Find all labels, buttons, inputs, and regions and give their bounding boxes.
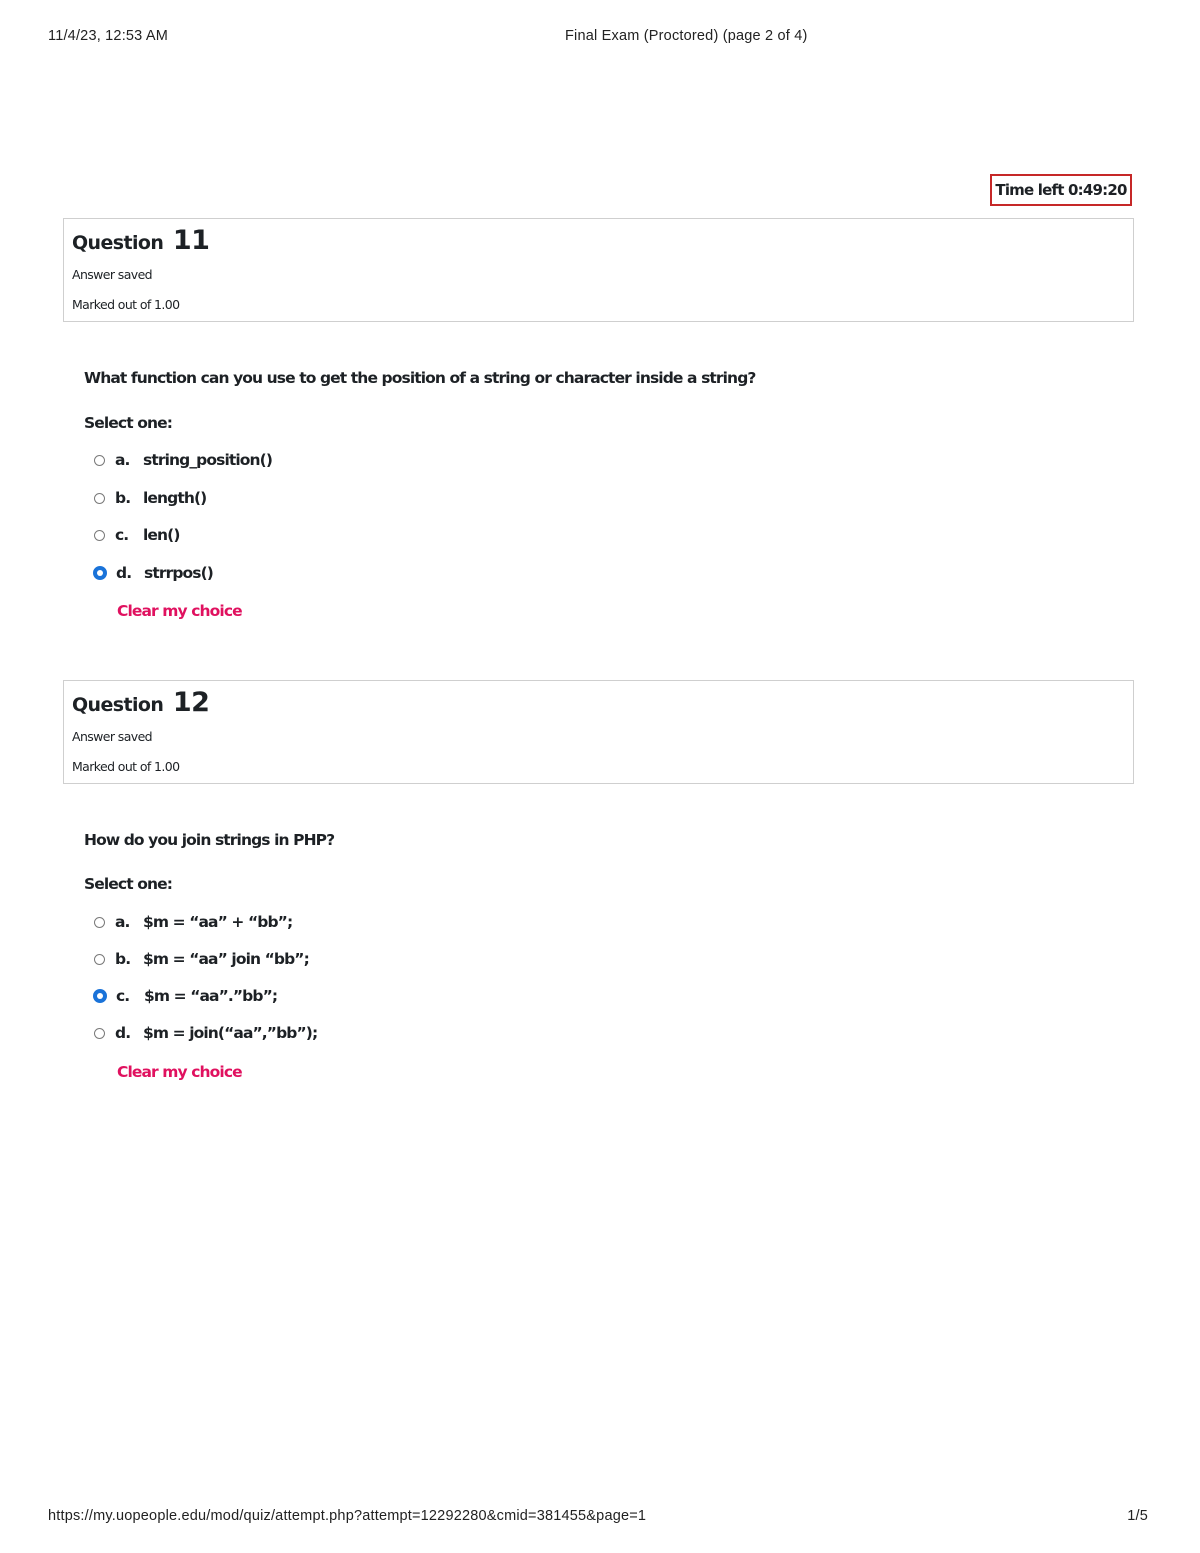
question-number-value: 11	[172, 225, 210, 256]
clear-choice-link[interactable]: Clear my choice	[117, 602, 242, 620]
question-state: Answer saved	[72, 267, 153, 282]
question-info-box	[63, 218, 1134, 322]
answer-option-selected[interactable]	[94, 985, 277, 1007]
question-info-box	[63, 680, 1134, 784]
question-label: Question	[72, 232, 164, 254]
print-page-number: 1/5	[1127, 1508, 1148, 1524]
question-state: Answer saved	[72, 729, 153, 744]
answer-option-selected[interactable]	[94, 562, 213, 584]
question-grade: Marked out of 1.00	[72, 297, 180, 312]
option-text: $m = join(“aa”,”bb”);	[143, 1024, 318, 1042]
option-text: $m = “aa” join “bb”;	[143, 950, 309, 968]
quiz-timer: Time left 0:49:20	[990, 174, 1132, 206]
answer-option[interactable]	[94, 948, 309, 970]
radio-button[interactable]	[94, 1028, 105, 1039]
question-number	[72, 225, 209, 256]
radio-button[interactable]	[94, 917, 105, 928]
answer-option[interactable]	[94, 487, 206, 509]
option-letter: b.	[115, 489, 131, 507]
answer-option[interactable]	[94, 449, 272, 471]
question-number-value: 12	[172, 687, 210, 718]
select-one-prompt: Select one:	[84, 875, 172, 893]
option-text: len()	[143, 526, 180, 544]
option-text: $m = “aa”.”bb”;	[144, 987, 278, 1005]
print-datetime: 11/4/23, 12:53 AM	[48, 28, 169, 44]
answer-option[interactable]	[94, 911, 292, 933]
option-text: $m = “aa” + “bb”;	[143, 913, 293, 931]
question-label: Question	[72, 694, 164, 716]
radio-button[interactable]	[94, 455, 105, 466]
radio-button[interactable]	[94, 954, 105, 965]
question-text: What function can you use to get the position of a string or character inside a string?	[84, 369, 756, 387]
print-title: Final Exam (Proctored) (page 2 of 4)	[565, 28, 808, 44]
print-footer	[48, 1508, 1148, 1528]
print-header	[48, 28, 1148, 48]
option-letter: a.	[115, 913, 130, 931]
option-letter: c.	[116, 987, 130, 1005]
option-letter: d.	[115, 1024, 131, 1042]
question-text: How do you join strings in PHP?	[84, 831, 335, 849]
question-number	[72, 687, 209, 718]
option-text: strrpos()	[144, 564, 213, 582]
radio-button-checked[interactable]	[93, 566, 107, 580]
select-one-prompt: Select one:	[84, 414, 172, 432]
option-letter: c.	[115, 526, 129, 544]
option-letter: d.	[116, 564, 132, 582]
answer-option[interactable]	[94, 1022, 317, 1044]
print-url: https://my.uopeople.edu/mod/quiz/attempt.php?attempt=12292280&cmid=381455&page=1	[48, 1508, 647, 1524]
option-text: string_position()	[143, 451, 273, 469]
option-letter: a.	[115, 451, 130, 469]
question-grade: Marked out of 1.00	[72, 759, 180, 774]
option-text: length()	[143, 489, 207, 507]
clear-choice-link[interactable]: Clear my choice	[117, 1063, 242, 1081]
radio-button[interactable]	[94, 530, 105, 541]
option-letter: b.	[115, 950, 131, 968]
radio-button-checked[interactable]	[93, 989, 107, 1003]
radio-button[interactable]	[94, 493, 105, 504]
answer-option[interactable]	[94, 524, 180, 546]
